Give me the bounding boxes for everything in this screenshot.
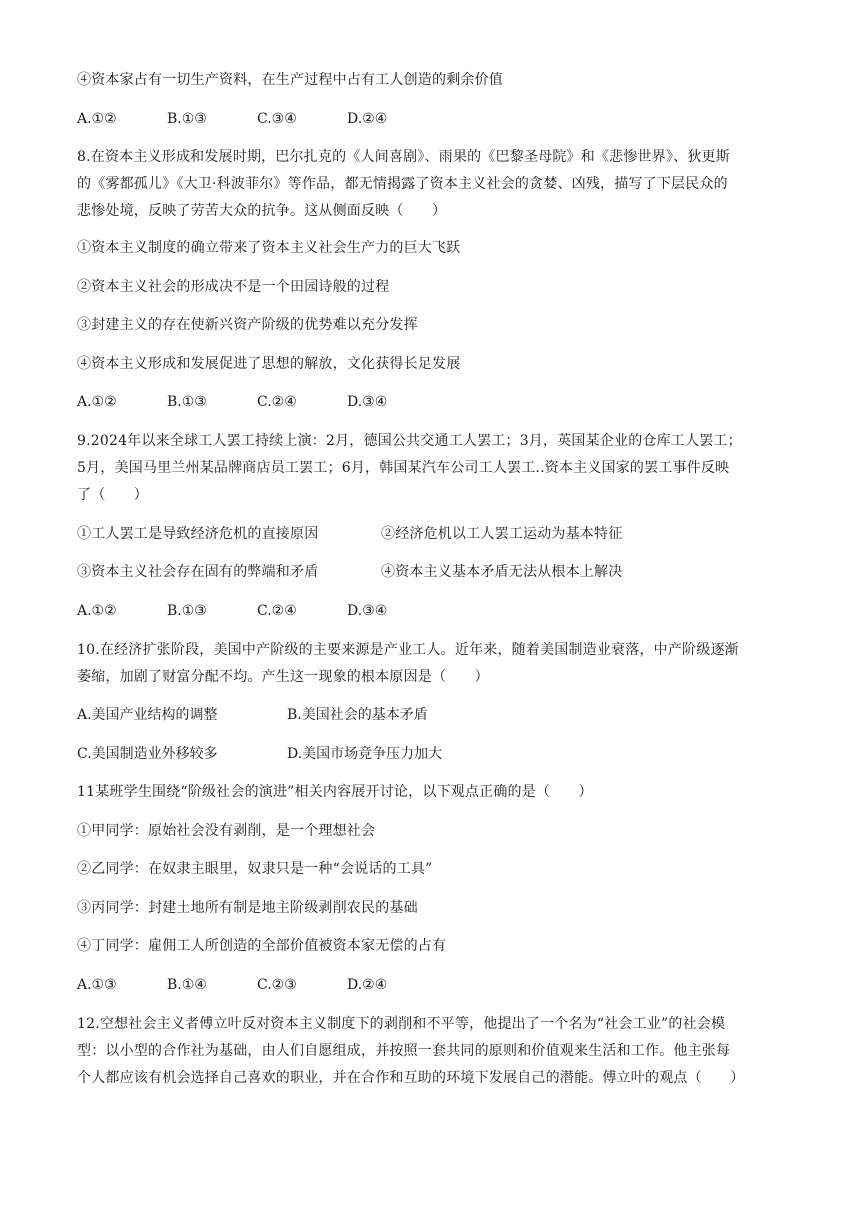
q9-stem-line-2: 5月，美国马里兰州某品牌商店员工罢工；6月，韩国某汽车公司工人罢工..资本主义国家的罢工事件反映	[77, 460, 730, 476]
q9-options	[77, 601, 437, 621]
q8-item-1: ①资本主义制度的确立带来了资本主义社会生产力的巨大飞跃	[77, 240, 461, 256]
q9-option-c[interactable]: C.②④	[257, 603, 297, 619]
q8-stem-line-1: 8.在资本主义形成和发展时期，巴尔扎克的《人间喜剧》、雨果的《巴黎圣母院》和《悲惨世界》、狄更斯	[77, 149, 730, 165]
q10-options-row-1	[77, 705, 497, 725]
q11-option-a[interactable]: A.①③	[77, 977, 117, 993]
q12-stem-line-2: 型：以小型的合作社为基础，由人们自愿组成，并按照一套共同的原则和价值观来生活和工作。他主张每	[77, 1043, 731, 1059]
q9-option-b[interactable]: B.①③	[167, 603, 207, 619]
q9-items-row-2	[77, 562, 622, 582]
q9-option-a[interactable]: A.①②	[77, 603, 117, 619]
q8-options	[77, 392, 437, 412]
q8-option-a[interactable]: A.①②	[77, 394, 117, 410]
q7-options	[77, 109, 437, 129]
q11-option-b[interactable]: B.①④	[167, 977, 207, 993]
q7-option-c[interactable]: C.③④	[257, 111, 297, 127]
q7-item-4: ④资本家占有一切生产资料，在生产过程中占有工人创造的剩余价值	[77, 72, 503, 88]
q10-option-a[interactable]: A.美国产业结构的调整	[77, 707, 218, 723]
q11-item-2: ②乙同学：在奴隶主眼里，奴隶只是一种“会说话的工具”	[77, 861, 433, 877]
q8-option-b[interactable]: B.①③	[167, 394, 207, 410]
q9-item-1: ①工人罢工是导致经济危机的直接原因	[77, 526, 319, 542]
q11-item-3: ③丙同学：封建土地所有制是地主阶级剥削农民的基础	[77, 900, 418, 916]
q7-option-b[interactable]: B.①③	[167, 111, 207, 127]
q10-options-row-2	[77, 744, 497, 764]
q7-option-a[interactable]: A.①②	[77, 111, 117, 127]
q8-item-4: ④资本主义形成和发展促进了思想的解放，文化获得长足发展	[77, 356, 461, 372]
q10-option-b[interactable]: B.美国社会的基本矛盾	[287, 707, 428, 723]
q9-stem-line-1: 9.2024年以来全球工人罢工持续上演：2月，德国公共交通工人罢工；3月，英国某企业的仓库工人罢工；	[77, 433, 742, 449]
q11-option-d[interactable]: D.②④	[347, 977, 388, 993]
q8-item-3: ③封建主义的存在使新兴资产阶级的优势难以充分发挥	[77, 317, 418, 333]
q10-stem-line-1: 10.在经济扩张阶段，美国中产阶级的主要来源是产业工人。近年来，随着美国制造业衰落，中产阶级逐渐	[77, 642, 739, 658]
q7-option-d[interactable]: D.②④	[347, 111, 388, 127]
q9-option-d[interactable]: D.③④	[347, 603, 388, 619]
q8-option-d[interactable]: D.③④	[347, 394, 388, 410]
q11-stem-line-1: 11某班学生围绕“阶级社会的演进”相关内容展开讨论，以下观点正确的是（ ）	[77, 784, 593, 800]
q9-stem-line-3: 了（ ）	[77, 487, 148, 503]
q11-option-c[interactable]: C.②③	[257, 977, 297, 993]
q12-stem-line-3: 个人都应该有机会选择自己喜欢的职业，并在合作和互助的环境下发展自己的潜能。傅立叶的观点（ ）	[77, 1070, 745, 1086]
q10-option-d[interactable]: D.美国市场竞争压力加大	[287, 746, 443, 762]
q10-option-c[interactable]: C.美国制造业外移较多	[77, 746, 218, 762]
q8-stem-line-3: 悲惨处境，反映了劳苦大众的抗争。这从侧面反映（ ）	[77, 203, 447, 219]
q11-item-1: ①甲同学：原始社会没有剥削，是一个理想社会	[77, 823, 376, 839]
q11-item-4: ④丁同学：雇佣工人所创造的全部价值被资本家无偿的占有	[77, 938, 447, 954]
q12-stem-line-1: 12.空想社会主义者傅立叶反对资本主义制度下的剥削和不平等，他提出了一个名为“社会工业”的社会模	[77, 1016, 726, 1032]
q8-item-2: ②资本主义社会的形成决不是一个田园诗般的过程	[77, 279, 390, 295]
q9-item-2: ②经济危机以工人罢工运动为基本特征	[381, 526, 623, 542]
q10-stem-line-2: 萎缩，加剧了财富分配不均。产生这一现象的根本原因是（ ）	[77, 669, 489, 685]
q11-options	[77, 975, 437, 995]
q9-items-row-1	[77, 524, 622, 544]
q9-item-3: ③资本主义社会存在固有的弊端和矛盾	[77, 564, 319, 580]
q8-option-c[interactable]: C.②④	[257, 394, 297, 410]
q9-item-4: ④资本主义基本矛盾无法从根本上解决	[381, 564, 623, 580]
q8-stem-line-2: 的《雾都孤儿》《大卫·科波菲尔》等作品，都无情揭露了资本主义社会的贪婪、凶残，描写了下层民众的	[77, 176, 728, 192]
